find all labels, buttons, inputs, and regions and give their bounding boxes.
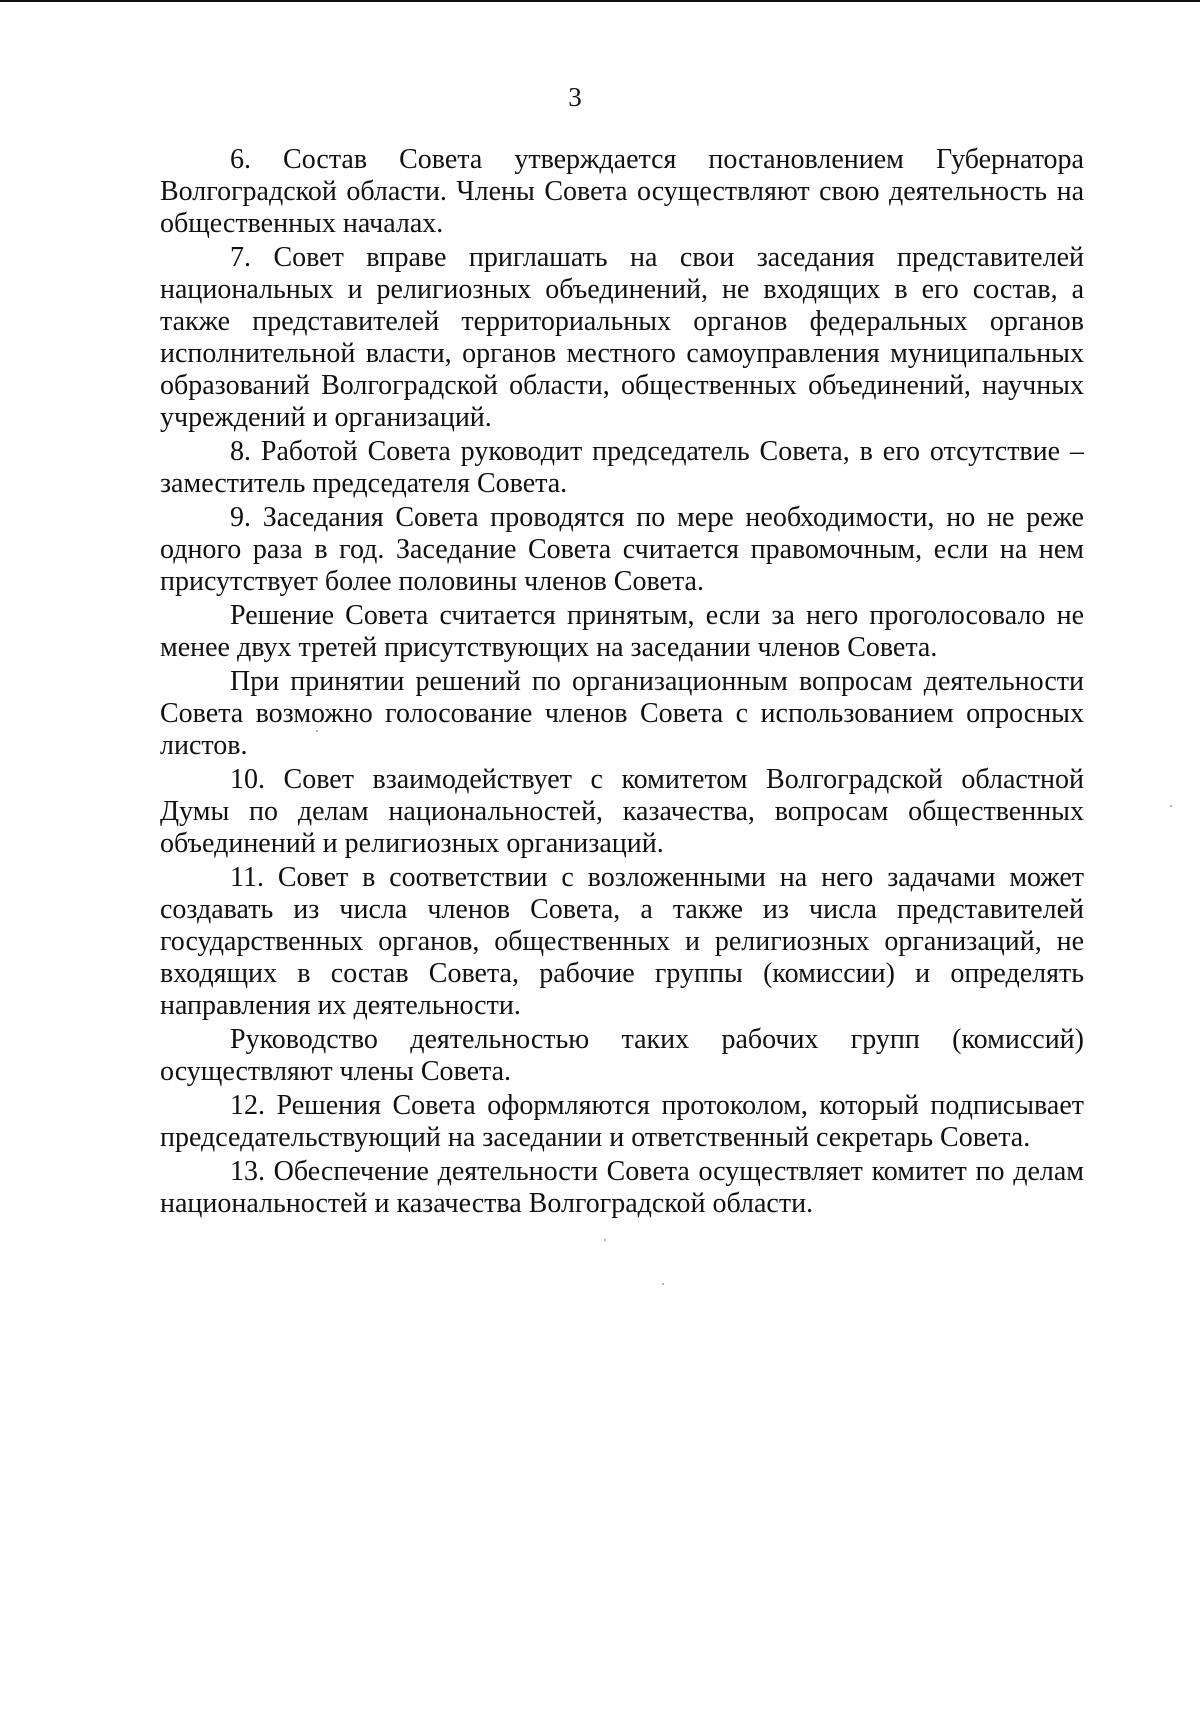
document-body	[160, 144, 1084, 1222]
paragraph-13: 13. Обеспечение деятельности Совета осуществляет комитет по делам национальностей и казачества Волгоградской области.	[160, 1156, 1084, 1219]
paragraph-9-voting: При принятии решений по организационным вопросам деятельности Совета возможно голосование членов Совета с использованием опросных листов.	[160, 666, 1084, 761]
paragraph-8: 8. Работой Совета руководит председатель Совета, в его отсутствие – заместитель председателя Совета.	[160, 436, 1084, 499]
paragraph-11: 11. Совет в соответствии с возложенными на него задачами может создавать из числа членов Совета, а также из числа представителей государственных органов, общественных и религиозных организаций, не входящих в состав Совета, рабочие группы (комиссии) и определять направления их деятельности.	[160, 862, 1084, 1021]
paragraph-12: 12. Решения Совета оформляются протоколом, который подписывает председательствующий на заседании и ответственный секретарь Совета.	[160, 1090, 1084, 1153]
paragraph-7: 7. Совет вправе приглашать на свои заседания представителей национальных и религиозных объединений, не входящих в его состав, а также представителей территориальных органов федеральных органов исполнительной власти, органов местного самоуправления муниципальных образований Волгоградской области, общественных объединений, научных учреждений и организаций.	[160, 242, 1084, 433]
paragraph-9: 9. Заседания Совета проводятся по мере необходимости, но не реже одного раза в год. Заседание Совета считается правомочным, если на нем присутствует более половины членов Совета.	[160, 502, 1084, 597]
page-number: 3	[568, 82, 582, 112]
scan-speck	[1170, 805, 1172, 807]
scan-speck	[604, 1239, 606, 1241]
scan-speck	[316, 730, 318, 732]
paragraph-11-leadership: Руководство деятельностью таких рабочих групп (комиссий) осуществляют члены Совета.	[160, 1024, 1084, 1087]
paragraph-6: 6. Состав Совета утверждается постановлением Губернатора Волгоградской области. Члены Совета осуществляют свою деятельность на общественных началах.	[160, 144, 1084, 239]
paragraph-10: 10. Совет взаимодействует с комитетом Волгоградской областной Думы по делам национальностей, казачества, вопросам общественных объединений и религиозных организаций.	[160, 764, 1084, 859]
scan-speck	[662, 1283, 664, 1285]
paragraph-9-decision: Решение Совета считается принятым, если за него проголосовало не менее двух третей присутствующих на заседании членов Совета.	[160, 600, 1084, 663]
